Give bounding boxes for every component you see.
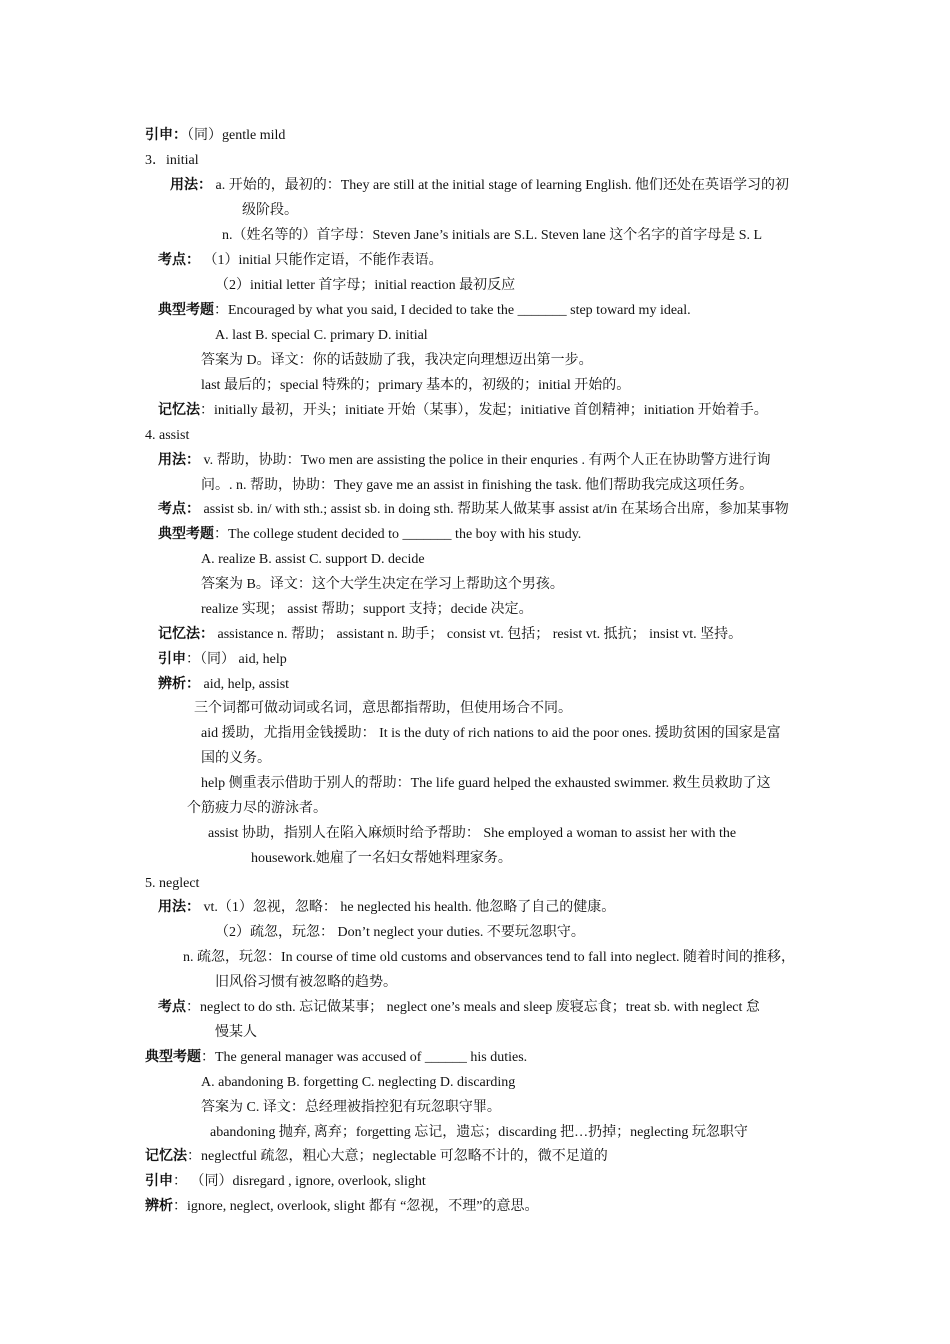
- line-text: 3．initial: [145, 153, 199, 168]
- line-text: （2）疏忽，玩忽： Don’t neglect your duties. 不要玩忽职守。: [215, 925, 585, 940]
- line-label: 用法：: [158, 900, 200, 915]
- line-text: 三个词都可做动词或名词，意思都指帮助，但使用场合不同。: [194, 701, 572, 716]
- line-text: ： （同）disregard , ignore, overlook, slight: [173, 1174, 426, 1189]
- line-text: 答案为 C. 译文：总经理被指控犯有玩忽职守罪。: [201, 1100, 501, 1115]
- line-l34: [183, 948, 795, 968]
- line-text: n. 疏忽，玩忽：In course of time old customs and observances tend to fall into neglect. 随着时间的推移，: [183, 950, 796, 965]
- line-l44: [145, 1197, 539, 1217]
- line-l38: [145, 1048, 527, 1068]
- line-text: vt.（1）忽视，忽略： he neglected his health. 他忽略了自己的健康。: [200, 900, 616, 915]
- line-l37: [215, 1023, 257, 1043]
- line-text: ：ignore, neglect, overlook, slight 都有 “忽视，不理”的意思。: [173, 1199, 539, 1214]
- line-text: aid 援助，尤指用金钱援助： It is the duty of rich nations to aid the poor ones. 援助贫困的国家是富: [201, 726, 781, 741]
- line-l40: [201, 1098, 501, 1118]
- line-text: 问。. n. 帮助，协助：They gave me an assist in finishing the task. 他们帮助我完成这项任务。: [201, 478, 754, 493]
- line-text: 级阶段。: [242, 203, 298, 218]
- line-label: 考点: [158, 1000, 186, 1015]
- line-label: 记忆法：: [158, 627, 214, 642]
- line-text: assistance n. 帮助； assistant n. 助手； consist vt. 包括； resist vt. 抵抗； insist vt. 坚持。: [214, 627, 743, 642]
- line-l32: [158, 898, 615, 918]
- line-l36: [158, 998, 760, 1018]
- line-l39: [201, 1073, 515, 1093]
- line-text: 4. assist: [145, 428, 190, 443]
- line-text: ：Encouraged by what you said, I decided to take the _______ step toward my ideal.: [214, 303, 691, 318]
- line-l26: [201, 749, 271, 769]
- line-l17: [158, 525, 581, 545]
- line-label: 典型考题: [158, 303, 214, 318]
- line-text: n.（姓名等的）首字母：Steven Jane’s initials are S.L. Steven lane 这个名字的首字母是 S. L: [222, 228, 763, 243]
- line-text: assist sb. in/ with sth.; assist sb. in doing sth. 帮助某人做某事 assist at/in 在某场合出席，参加某事物: [200, 502, 789, 517]
- line-text: 个筋疲力尽的游泳者。: [187, 801, 327, 816]
- line-l14: [158, 451, 770, 471]
- line-l20: [201, 600, 533, 620]
- line-text: a. 开始的，最初的：They are still at the initial stage of learning English. 他们还处在英语学习的初: [212, 178, 790, 193]
- line-l04: [242, 201, 298, 221]
- line-text: abandoning 抛弃, 离弃；forgetting 忘记，遗忘；discarding 把…扔掉；neglecting 玩忽职守: [210, 1125, 748, 1140]
- line-l03: [170, 176, 789, 196]
- line-text: ：The general manager was accused of ______ his duties.: [201, 1050, 528, 1065]
- line-l09: [215, 326, 428, 346]
- line-label: 典型考题: [145, 1050, 201, 1065]
- line-l29: [208, 824, 736, 844]
- line-l05: [222, 226, 762, 246]
- line-l30: [251, 849, 512, 869]
- line-l22: [158, 650, 287, 670]
- line-l31: [145, 874, 199, 894]
- line-text: help 侧重表示借助于别人的帮助：The life guard helped the exhausted swimmer. 救生员救助了这: [201, 776, 771, 791]
- line-text: 5. neglect: [145, 876, 200, 891]
- line-l23: [158, 675, 289, 695]
- line-l24: [194, 699, 572, 719]
- line-l11: [201, 376, 630, 396]
- line-l43: [145, 1172, 426, 1192]
- line-l10: [201, 351, 593, 371]
- line-l33: [215, 923, 585, 943]
- line-text: 答案为 B。译文：这个大学生决定在学习上帮助这个男孩。: [201, 577, 564, 592]
- line-text: ：The college student decided to _______ the boy with his study.: [214, 527, 582, 542]
- line-label: 辨析: [145, 1199, 173, 1214]
- line-label: 引申: [158, 652, 186, 667]
- line-l19: [201, 575, 564, 595]
- line-l41: [210, 1123, 748, 1143]
- line-text: ：initially 最初，开头；initiate 开始（某事），发起；initiative 首创精神；initiation 开始着手。: [200, 403, 768, 418]
- line-label: 记忆法: [145, 1149, 187, 1164]
- line-text: v. 帮助，协助：Two men are assisting the police in their enquries . 有两个人正在协助警方进行询: [200, 453, 771, 468]
- line-text: housework.她雇了一名妇女帮她料理家务。: [251, 851, 512, 866]
- line-label: 记忆法: [158, 403, 200, 418]
- line-text: aid, help, assist: [200, 677, 290, 692]
- line-text: ：neglectful 疏忽，粗心大意；neglectable 可忽略不计的，微不足道的: [187, 1149, 608, 1164]
- line-label: 引申：: [145, 128, 187, 143]
- line-l18: [201, 550, 425, 570]
- line-text: ：（同） aid, help: [186, 652, 287, 667]
- line-l13: [145, 426, 189, 446]
- line-text: assist 协助，指别人在陷入麻烦时给予帮助： She employed a woman to assist her with the: [208, 826, 737, 841]
- line-l25: [201, 724, 781, 744]
- line-text: （2）initial letter 首字母；initial reaction 最初反应: [215, 278, 516, 293]
- line-label: 用法：: [158, 453, 200, 468]
- line-label: 考点：: [158, 253, 200, 268]
- line-label: 用法：: [170, 178, 212, 193]
- line-label: 典型考题: [158, 527, 214, 542]
- line-l21: [158, 625, 742, 645]
- line-text: A. abandoning B. forgetting C. neglecting D. discarding: [201, 1075, 516, 1090]
- line-l42: [145, 1147, 608, 1167]
- line-text: last 最后的；special 特殊的；primary 基本的，初级的；initial 开始的。: [201, 378, 631, 393]
- line-l07: [215, 276, 515, 296]
- line-label: 考点：: [158, 502, 200, 517]
- line-text: 答案为 D。译文：你的话鼓励了我，我决定向理想迈出第一步。: [201, 353, 593, 368]
- line-text: 国的义务。: [201, 751, 271, 766]
- line-text: A. realize B. assist C. support D. decide: [201, 552, 425, 567]
- line-text: ：neglect to do sth. 忘记做某事； neglect one’s meals and sleep 废寝忘食；treat sb. with neglect 怠: [186, 1000, 760, 1015]
- line-l16: [158, 500, 789, 520]
- line-text: realize 实现； assist 帮助；support 支持；decide 决定。: [201, 602, 533, 617]
- line-l28: [187, 799, 327, 819]
- line-l35: [215, 973, 397, 993]
- line-text: A. last B. special C. primary D. initial: [215, 328, 428, 343]
- line-text: （同）gentle mild: [187, 128, 286, 143]
- line-l15: [201, 476, 753, 496]
- line-label: 引申: [145, 1174, 173, 1189]
- line-text: 慢某人: [215, 1025, 257, 1040]
- line-l02: [145, 151, 199, 171]
- line-l27: [201, 774, 771, 794]
- line-l12: [158, 401, 768, 421]
- line-l06: [158, 251, 443, 271]
- line-text: 旧风俗习惯有被忽略的趋势。: [215, 975, 397, 990]
- line-l01: [145, 126, 285, 146]
- line-text: （1）initial 只能作定语，不能作表语。: [200, 253, 443, 268]
- line-l08: [158, 301, 691, 321]
- line-label: 辨析：: [158, 677, 200, 692]
